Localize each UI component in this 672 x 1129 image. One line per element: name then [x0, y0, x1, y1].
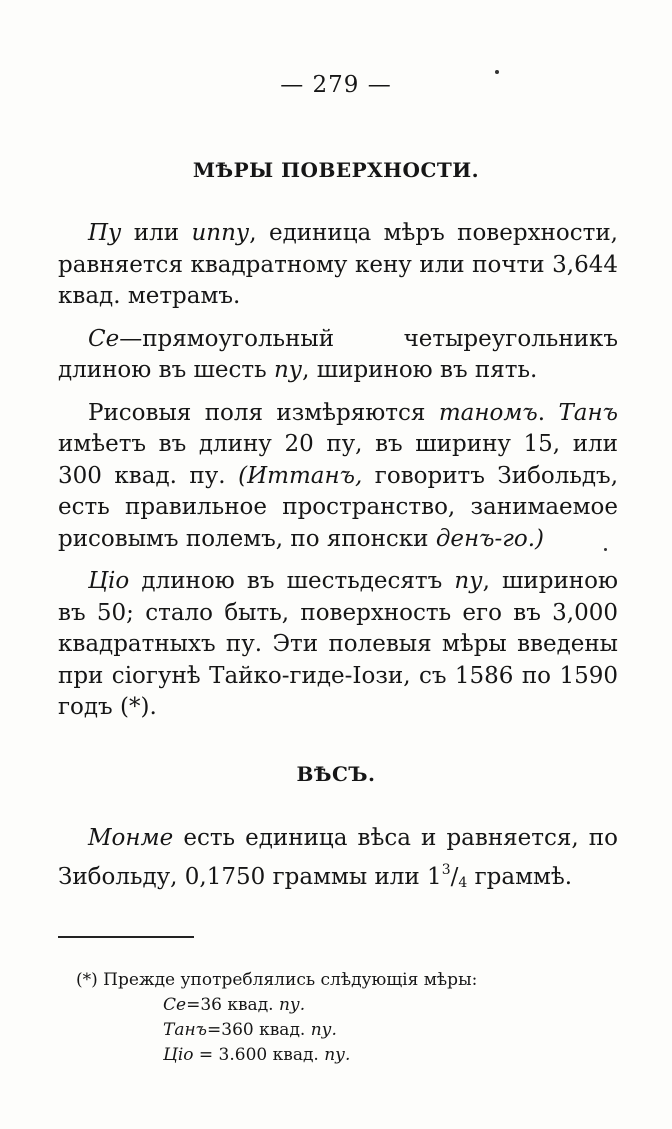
term-tsio: Ціо: [88, 568, 130, 594]
ink-speck: [495, 70, 499, 74]
term-tanom: таномъ: [438, 399, 538, 426]
footnote-line-se: Се=36 квад. пу.: [163, 995, 306, 1015]
footnote-line-tan: Танъ=360 квад. пу.: [163, 1020, 337, 1040]
footnote-measures-list: [76, 993, 616, 1068]
footnote-intro: (*) Прежде употреблялись слѣдующія мѣры:: [76, 970, 478, 990]
term-se: Се: [88, 325, 120, 352]
section-surface-measures-body: [58, 218, 618, 724]
footnote-marker: (*): [76, 970, 98, 990]
term-tan: Танъ: [558, 399, 618, 426]
section-heading-weight: ВѢСЪ.: [296, 762, 376, 786]
term-ittan: (Иттанъ,: [238, 462, 363, 489]
term-monme: Монме: [88, 825, 174, 851]
paragraph-pu: Пу или иппу, единица мѣръ поверхности, равняется квадратному кену или почти 3,644 квад. метрамъ.: [58, 220, 618, 309]
footnote-line-tsio: Ціо = 3.600 квад. пу.: [163, 1045, 351, 1065]
footnote: [76, 968, 616, 1068]
footnote-separator: [58, 936, 194, 938]
page-number: — 279 —: [280, 72, 392, 98]
paragraph-tan: Рисовыя поля измѣряются таномъ. Танъ имѣетъ въ длину 20 пу, въ ширину 15, или 300 квад. пу. (Иттанъ, говоритъ Зибольдъ, есть правильное пространство, занимаемое рисовымъ полемъ, по японски денъ-го.): [58, 399, 618, 552]
term-ippu: иппу: [191, 220, 250, 246]
section-weight-body: [58, 823, 618, 899]
term-den-go: денъ-го.): [435, 525, 545, 552]
paragraph-monme: Монме есть единица вѣса и равняется, по Зибольду, 0,1750 граммы или $1^3/_4$ граммѣ.: [58, 825, 618, 891]
term-pu: Пу: [88, 220, 122, 246]
paragraph-se: Се—прямоугольный четыреугольникъ длиною въ шесть пу, шириною въ пять.: [58, 325, 618, 383]
ink-speck: [604, 548, 607, 551]
section-heading-surface-measures: МѢРЫ ПОВЕРХНОСТИ.: [192, 158, 480, 182]
paragraph-tsio: Ціо длиною въ шестьдесятъ пу, шириною въ 50; стало быть, поверхность его въ 3,000 квадратныхъ пу. Эти полевыя мѣры введены при сіогунѣ Тайко-гиде-Іози, съ 1586 по 1590 годъ (*).: [58, 568, 618, 720]
